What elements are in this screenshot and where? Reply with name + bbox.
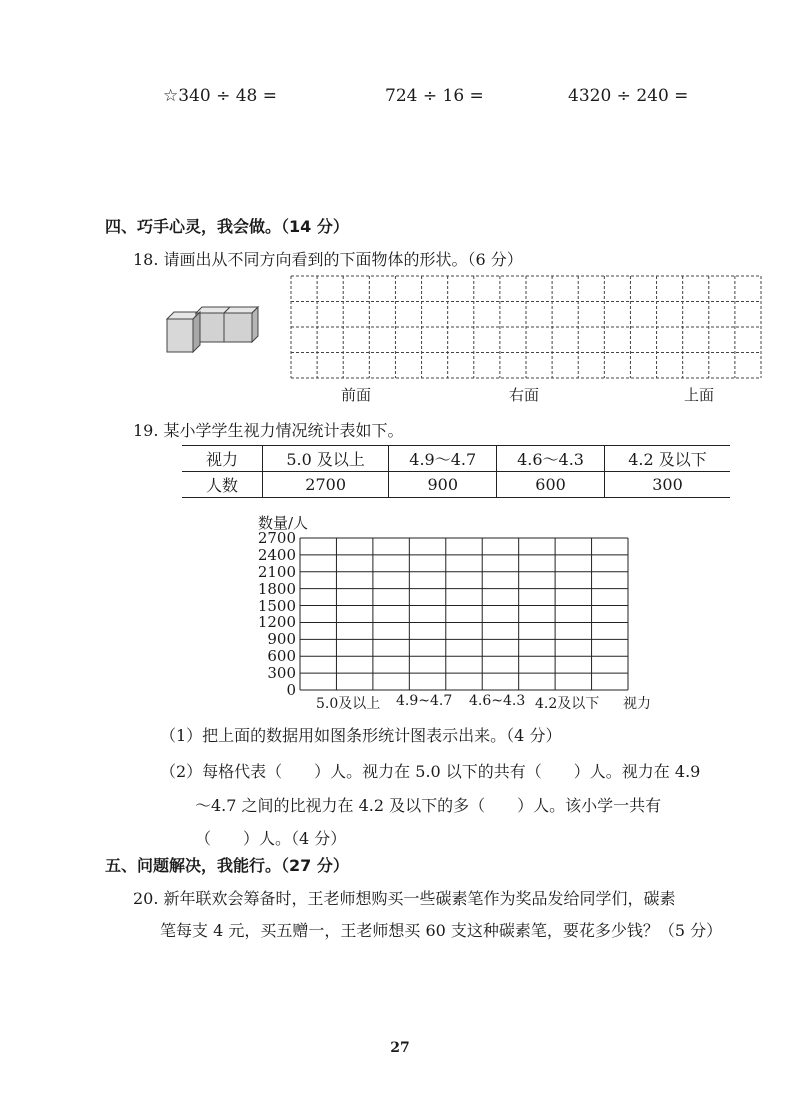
view-label-front: 前面 bbox=[341, 386, 372, 404]
question-19: 19. 某小学学生视力情况统计表如下。 bbox=[133, 421, 404, 440]
table-cell: 人数 bbox=[182, 472, 263, 498]
chart-x-tick: 4.9~4.7 bbox=[396, 693, 453, 709]
calc-3: 4320 ÷ 240 = bbox=[568, 86, 689, 106]
chart-y-tick: 1800 bbox=[257, 579, 296, 598]
chart-y-tick: 2100 bbox=[257, 562, 296, 581]
chart-y-axis-label: 数量/人 bbox=[258, 514, 309, 532]
table-cell: 300 bbox=[604, 472, 730, 498]
vision-table bbox=[182, 445, 730, 498]
calc-1: ☆340 ÷ 48 = bbox=[163, 86, 278, 106]
question-19-part-1: （1）把上面的数据用如图条形统计图表示出来。（4 分） bbox=[160, 726, 562, 745]
question-20-line-1: 20. 新年联欢会筹备时，王老师想购买一些碳素笔作为奖品发给同学们，碳素 bbox=[133, 889, 676, 908]
question-19-part-2-line-3: （ ）人。（4 分） bbox=[195, 829, 347, 848]
table-header-row bbox=[182, 446, 730, 472]
chart-x-axis-label: 视力 bbox=[623, 696, 651, 712]
chart-x-tick: 4.6~4.3 bbox=[469, 693, 526, 709]
chart-y-tick: 0 bbox=[286, 681, 296, 699]
chart-y-tick: 1200 bbox=[257, 613, 296, 632]
question-20-line-2: 笔每支 4 元，买五赠一，王老师想买 60 支这种碳素笔，要花多少钱？（5 分） bbox=[160, 921, 723, 940]
table-header-cell: 4.2 及以下 bbox=[604, 446, 730, 472]
table-cell: 600 bbox=[497, 472, 605, 498]
section-4-title: 四、巧手心灵，我会做。（14 分） bbox=[105, 217, 349, 236]
table-row bbox=[182, 472, 730, 498]
chart-x-tick: 4.2及以下 bbox=[535, 696, 600, 712]
cube-figure bbox=[160, 305, 262, 355]
chart-y-tick: 600 bbox=[267, 647, 296, 666]
table-cell: 2700 bbox=[263, 472, 389, 498]
table-header-cell: 4.9～4.7 bbox=[389, 446, 497, 472]
table-cell: 900 bbox=[389, 472, 497, 498]
chart-x-tick: 5.0及以上 bbox=[316, 696, 381, 712]
table-header-cell: 4.6～4.3 bbox=[497, 446, 605, 472]
chart-y-tick: 2700 bbox=[257, 529, 296, 547]
bar-chart[interactable] bbox=[250, 510, 635, 695]
table-header-cell: 视力 bbox=[182, 446, 263, 472]
section-5-title: 五、问题解决，我能行。（27 分） bbox=[105, 856, 349, 875]
chart-y-tick: 300 bbox=[267, 664, 296, 683]
calc-2: 724 ÷ 16 = bbox=[385, 86, 484, 106]
drawing-grid[interactable] bbox=[290, 275, 762, 379]
question-19-part-2-line-1: （2）每格代表（ ）人。视力在 5.0 以下的共有（ ）人。视力在 4.9 bbox=[160, 762, 701, 781]
view-label-right: 右面 bbox=[509, 386, 540, 404]
question-19-part-2-line-2: ～4.7 之间的比视力在 4.2 及以下的多（ ）人。该小学一共有 bbox=[195, 796, 662, 815]
chart-y-tick: 900 bbox=[267, 630, 296, 649]
chart-y-tick: 1500 bbox=[257, 596, 296, 615]
view-label-top: 上面 bbox=[684, 386, 715, 404]
table-header-cell: 5.0 及以上 bbox=[263, 446, 389, 472]
question-18: 18. 请画出从不同方向看到的下面物体的形状。（6 分） bbox=[133, 250, 523, 269]
chart-y-tick: 2400 bbox=[257, 545, 296, 564]
page-number: 27 bbox=[390, 1040, 410, 1056]
